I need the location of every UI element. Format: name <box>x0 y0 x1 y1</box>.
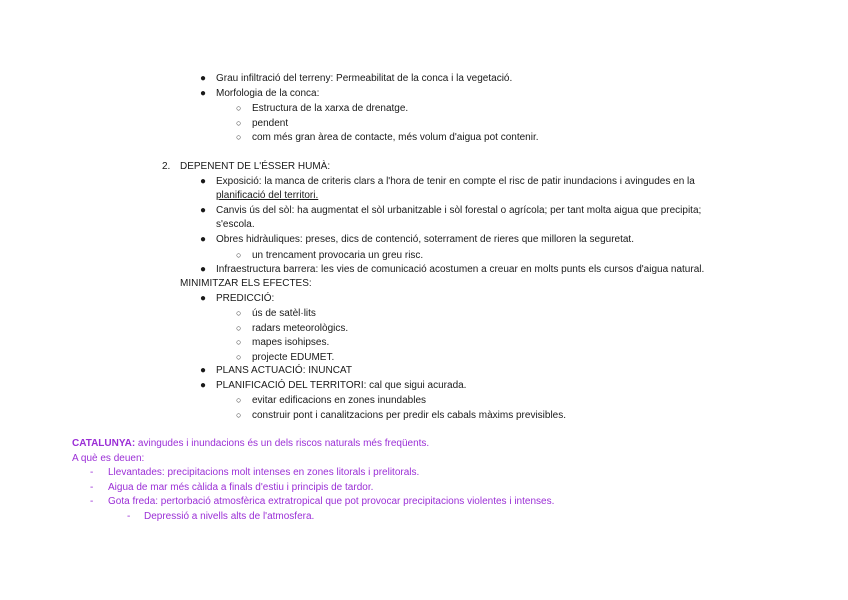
circle-bullet-icon: ○ <box>236 118 242 128</box>
text-estructura: Estructura de la xarxa de drenatge. <box>252 103 409 114</box>
text-plans: PLANS ACTUACIÓ: INUNCAT <box>216 365 352 376</box>
circle-bullet-icon: ○ <box>236 103 242 113</box>
text-radars: radars meteorològics. <box>252 323 349 334</box>
circle-bullet-icon: ○ <box>236 308 242 318</box>
subbullet-construir <box>236 409 566 422</box>
bullet-obres <box>200 234 634 246</box>
subbullet-evitar <box>236 394 426 407</box>
text-depressio: Depressió a nivells alts de l'atmosfera. <box>144 511 315 522</box>
disc-bullet-icon: ● <box>200 264 207 275</box>
subbullet-edumet <box>236 351 334 364</box>
text-edumet: projecte EDUMET. <box>252 352 335 363</box>
text-exposicio-2: planificació del territori. <box>216 190 319 201</box>
dash-depressio <box>127 511 314 523</box>
text-obres: Obres hidràuliques: preses, dics de contenció, soterrament de rieres que milloren la seguretat. <box>216 234 634 245</box>
heading-text: DEPENENT DE L'ÉSSER HUMÀ: <box>180 161 331 172</box>
circle-bullet-icon: ○ <box>236 352 242 362</box>
disc-bullet-icon: ● <box>200 380 207 391</box>
bullet-plans <box>200 365 352 377</box>
disc-bullet-icon: ● <box>200 73 207 84</box>
bullet-exposicio <box>200 176 695 188</box>
text-aigua: Aigua de mar més càlida a finals d'estiu i principis de tardor. <box>108 482 374 493</box>
text-planificacio: PLANIFICACIÓ DEL TERRITORI: cal que sigui acurada. <box>216 380 467 391</box>
text-llevantades: Llevantades: precipitacions molt intenses en zones litorals i prelitorals. <box>108 467 420 478</box>
disc-bullet-icon: ● <box>200 88 207 99</box>
text-canvis-1: Canvis ús del sòl: ha augmentat el sòl urbanitzable i sòl forestal o agrícola; per tant molta aigua que precipita; <box>216 205 702 216</box>
disc-bullet-icon: ● <box>200 234 207 245</box>
subbullet-estructura <box>236 102 408 115</box>
circle-bullet-icon: ○ <box>236 132 242 142</box>
circle-bullet-icon: ○ <box>236 395 242 405</box>
list-number: 2. <box>162 161 171 172</box>
disc-bullet-icon: ● <box>200 365 207 376</box>
subbullet-satelits <box>236 307 316 320</box>
dash-bullet-icon: - <box>90 496 94 507</box>
subbullet-radars <box>236 322 348 335</box>
text-infraestructura: Infraestructura barrera: les vies de comunicació acostumen a creuar en molts punts els cursos d'aigua natural. <box>216 264 705 275</box>
catalunya-label: CATALUNYA: <box>72 438 136 449</box>
subbullet-trencament <box>236 249 423 262</box>
text-infiltracio: Grau infiltració del terreny: Permeabilitat de la conca i la vegetació. <box>216 73 513 84</box>
subbullet-area <box>236 131 539 144</box>
disc-bullet-icon: ● <box>200 293 207 304</box>
text-gota: Gota freda: pertorbació atmosfèrica extratropical que pot provocar precipitacions violentes i intenses. <box>108 496 555 507</box>
catalunya-line <box>72 438 429 450</box>
dash-aigua <box>90 482 373 494</box>
text-trencament: un trencament provocaria un greu risc. <box>252 250 424 261</box>
bullet-infraestructura <box>200 264 704 276</box>
disc-bullet-icon: ● <box>200 176 207 187</box>
text-evitar: evitar edificacions en zones inundables <box>252 395 426 406</box>
heading-minimitzar <box>180 278 312 290</box>
bullet-morfologia <box>200 88 319 100</box>
minimitzar-text: MINIMITZAR ELS EFECTES: <box>180 278 312 289</box>
text-pendent: pendent <box>252 118 289 129</box>
subbullet-mapes <box>236 336 329 349</box>
text-canvis-2: s'escola. <box>216 219 255 230</box>
deuen-text: A què es deuen: <box>72 453 145 464</box>
text-construir: construir pont i canalitzacions per predir els cabals màxims previsibles. <box>252 410 567 421</box>
dash-bullet-icon: - <box>127 511 131 522</box>
section-heading-esser-huma <box>162 161 330 173</box>
text-mapes: mapes isohipses. <box>252 337 330 348</box>
dash-bullet-icon: - <box>90 482 94 493</box>
bullet-exposicio-cont <box>216 190 318 202</box>
deuen-line <box>72 453 144 465</box>
circle-bullet-icon: ○ <box>236 323 242 333</box>
dash-llevantades <box>90 467 419 479</box>
catalunya-text: avingudes i inundacions és un dels riscos naturals més freqüents. <box>135 438 430 449</box>
bullet-canvis-cont <box>216 219 255 231</box>
text-morfologia: Morfologia de la conca: <box>216 88 320 99</box>
subbullet-pendent <box>236 117 288 130</box>
bullet-planificacio <box>200 380 466 392</box>
text-exposicio-1: Exposició: la manca de criteris clars a l'hora de tenir en compte el risc de patir inundacions i avingudes en la <box>216 176 695 187</box>
dash-gota <box>90 496 554 508</box>
disc-bullet-icon: ● <box>200 205 207 216</box>
bullet-prediccio <box>200 293 274 305</box>
bullet-infiltracio <box>200 73 512 85</box>
circle-bullet-icon: ○ <box>236 337 242 347</box>
circle-bullet-icon: ○ <box>236 410 242 420</box>
bullet-canvis <box>200 205 701 217</box>
text-satelits: ús de satèl·lits <box>252 308 316 319</box>
circle-bullet-icon: ○ <box>236 250 242 260</box>
dash-bullet-icon: - <box>90 467 94 478</box>
text-area: com més gran àrea de contacte, més volum d'aigua pot contenir. <box>252 132 539 143</box>
text-prediccio: PREDICCIÓ: <box>216 293 275 304</box>
